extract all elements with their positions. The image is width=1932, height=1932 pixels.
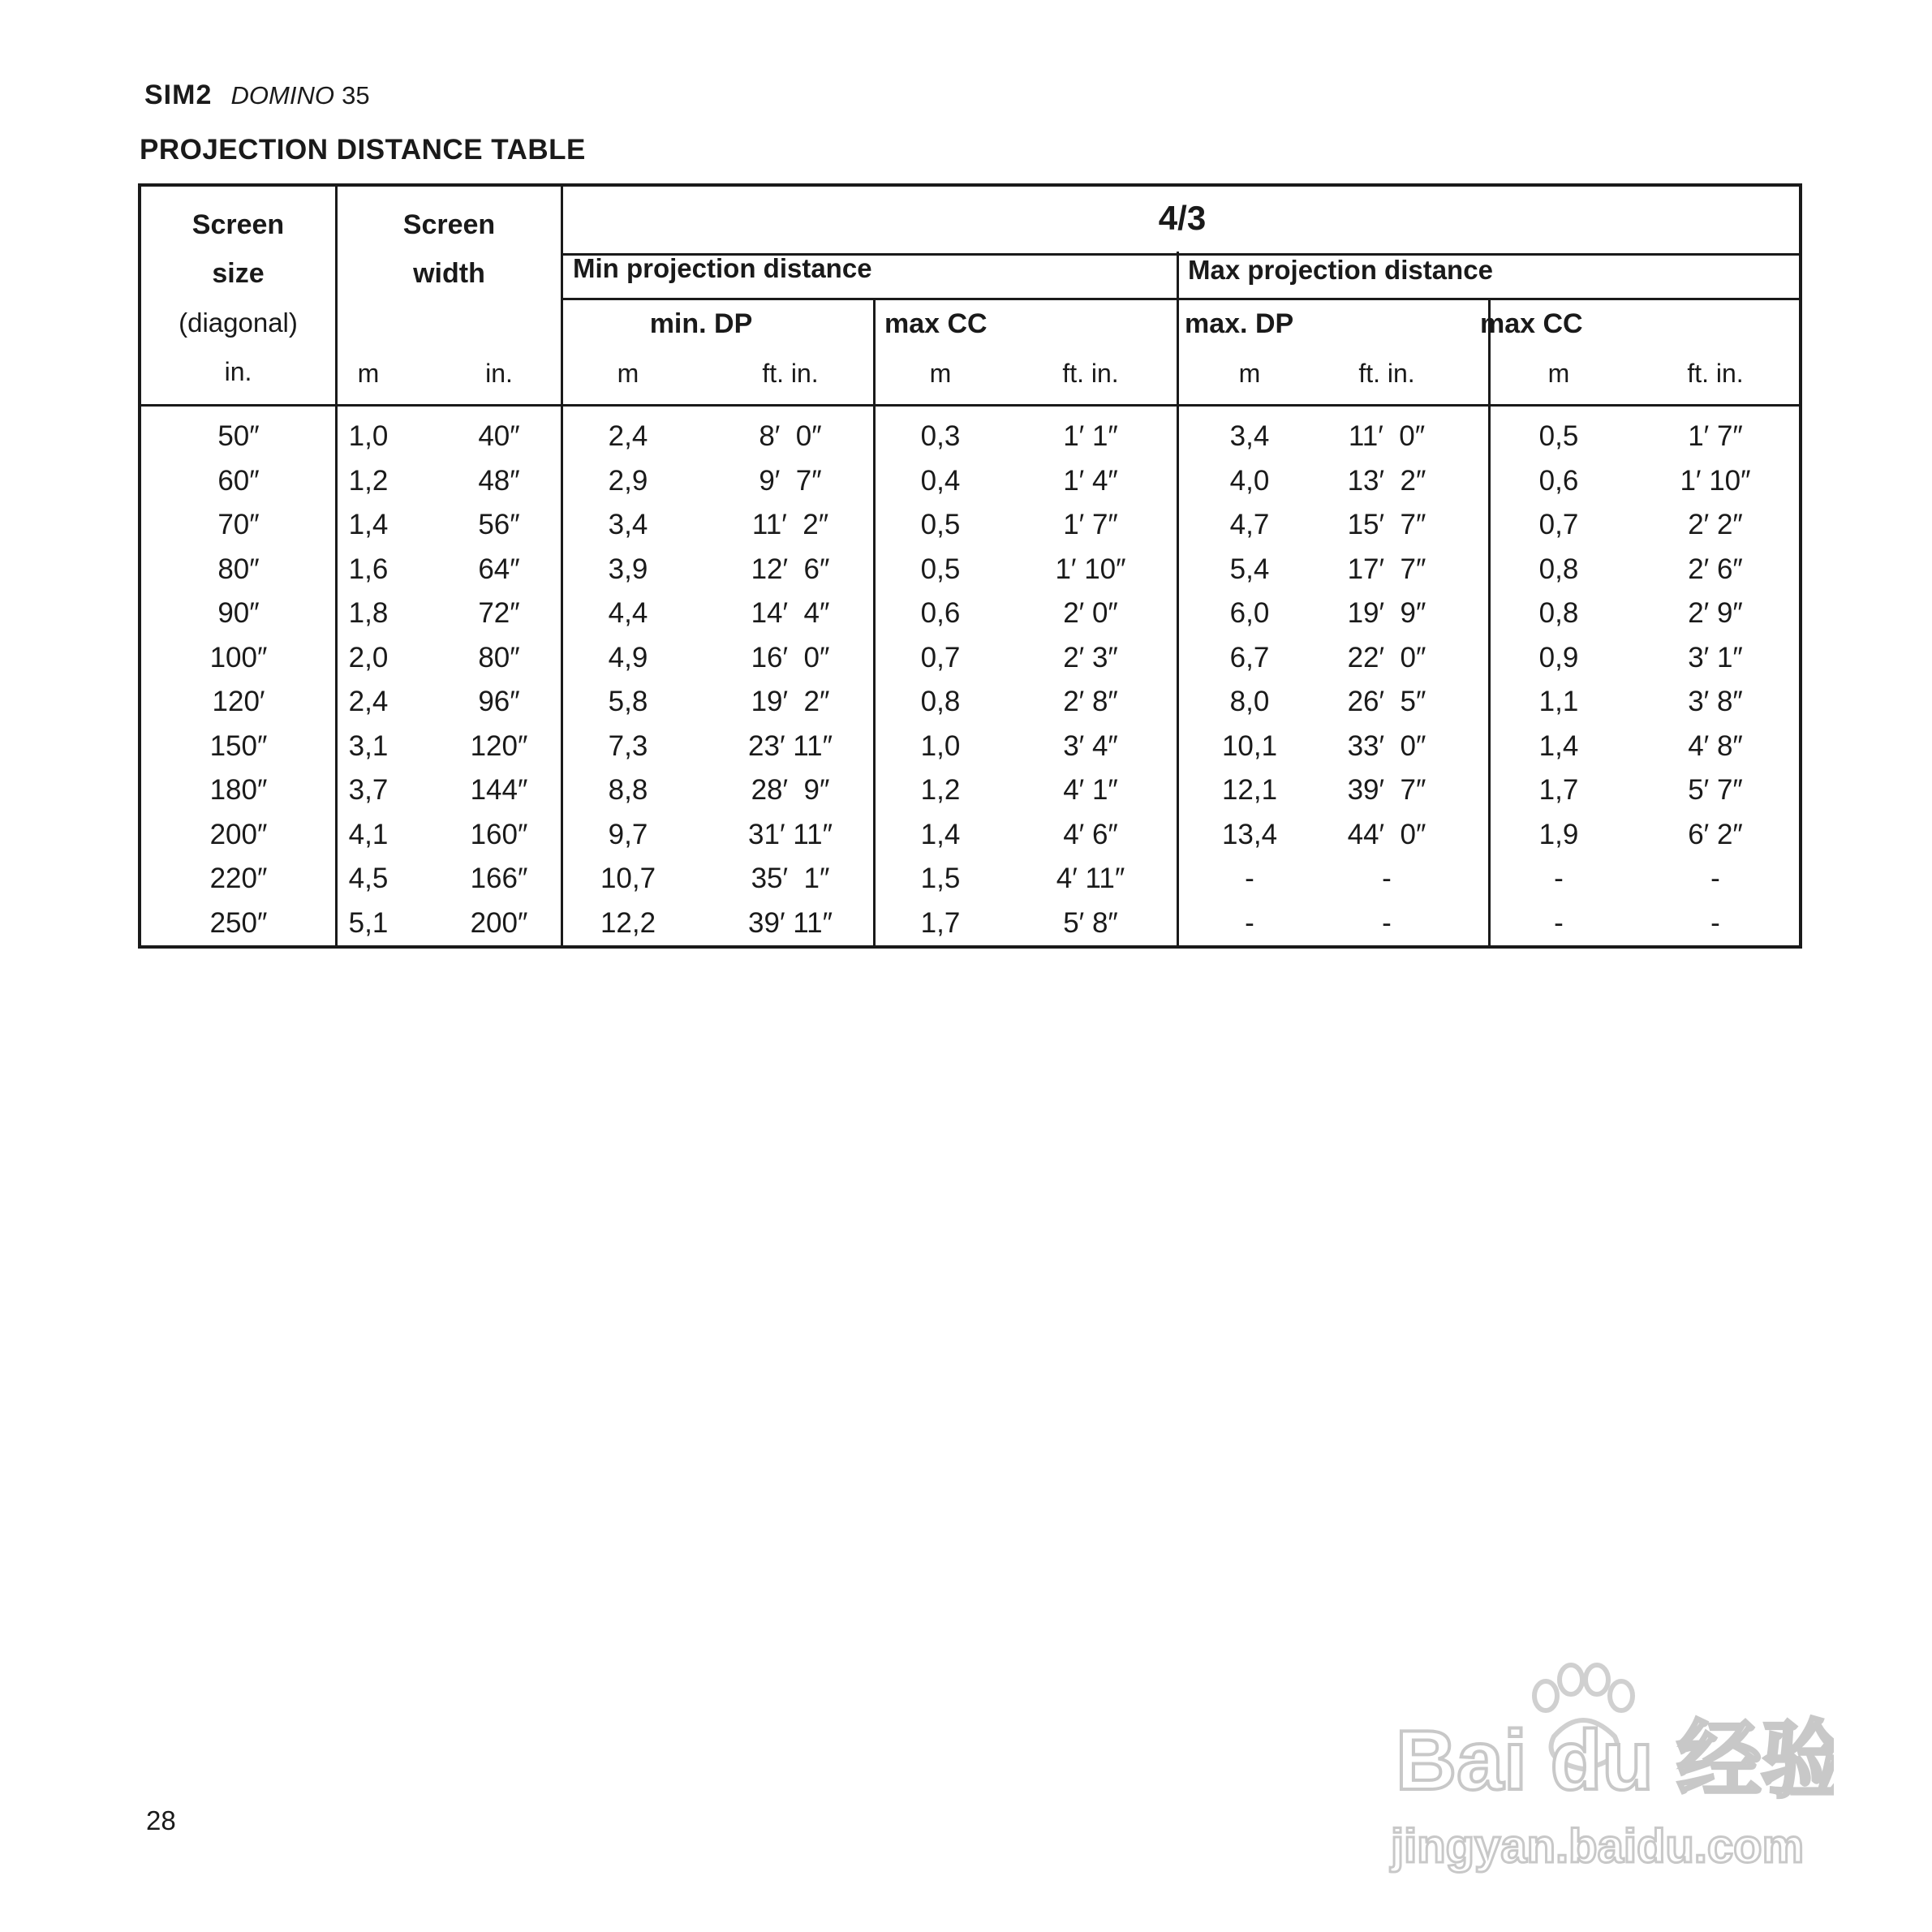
table-cell: 2′ 9″: [1688, 597, 1743, 629]
min-cc-heading: max CC: [884, 308, 988, 339]
table-cell: 2′ 2″: [1688, 509, 1743, 540]
model-name: DOMINO: [230, 81, 334, 110]
col-size-line1: Screen: [191, 209, 285, 240]
min-projection-heading: Min projection distance: [573, 253, 872, 283]
table-cell: -: [1710, 906, 1720, 939]
table-cell: 96″: [478, 686, 520, 717]
table-cell: -: [1245, 906, 1254, 939]
col-size-line2: size: [212, 258, 265, 289]
table-cell: -: [1554, 906, 1564, 939]
table-cell: 4′ 8″: [1688, 729, 1743, 762]
table-cell: 8,0: [1229, 686, 1270, 717]
table-cell: 150″: [209, 729, 268, 762]
table-cell: 40″: [478, 420, 520, 452]
col-width-line2: width: [413, 258, 485, 289]
table-cell: -: [1245, 863, 1254, 894]
table-cell: 2′ 0″: [1063, 597, 1118, 629]
table-cell: 48″: [478, 464, 520, 497]
table-cell: -: [1710, 863, 1720, 894]
table-cell: 15′ 7″: [1347, 509, 1426, 540]
table-cell: 33′ 0″: [1347, 729, 1426, 762]
table-cell: 35′ 1″: [751, 863, 830, 894]
table-cell: 0,5: [1538, 420, 1579, 452]
table-cell: 11′ 2″: [751, 509, 829, 540]
unit-label: ft. in.: [1358, 359, 1415, 388]
table-cell: 4,9: [608, 641, 648, 673]
unit-label: m: [929, 359, 952, 388]
table-cell: 5,8: [608, 686, 648, 717]
table-cell: 2′ 3″: [1063, 641, 1118, 673]
table-cell: 4′ 11″: [1056, 863, 1125, 894]
table-cell: 12,2: [600, 906, 656, 939]
table-cell: 39′ 7″: [1347, 774, 1426, 806]
table-cell: 1′ 7″: [1063, 509, 1118, 540]
table-cell: 2,4: [608, 420, 648, 452]
table-cell: 1,2: [920, 774, 961, 806]
table-cell: 1,4: [1538, 729, 1579, 762]
table-cell: 6′ 2″: [1688, 818, 1743, 850]
table-cell: 6,7: [1229, 641, 1270, 673]
table-cell: 56″: [478, 509, 520, 540]
model-number: 35: [342, 81, 370, 110]
table-cell: 0,8: [1538, 553, 1579, 585]
table-cell: 7,3: [608, 729, 648, 762]
table-cell: 0,4: [920, 464, 961, 497]
page-number: 28: [146, 1805, 176, 1835]
unit-label: ft. in.: [762, 359, 819, 388]
rule-header: [141, 404, 1799, 407]
unit-label: in.: [485, 359, 513, 388]
table-cell: 1′ 10″: [1055, 553, 1126, 585]
table-cell: 0,5: [920, 553, 961, 585]
max-cc-heading: max CC: [1480, 308, 1583, 339]
table-cell: 10,1: [1221, 729, 1278, 762]
table-cell: 4,5: [348, 863, 389, 894]
rule-group: [561, 298, 1799, 300]
table-cell: 100″: [209, 641, 268, 673]
table-cell: 250″: [209, 906, 268, 939]
table-cell: 10,7: [600, 863, 656, 894]
table-cell: 200″: [470, 906, 528, 939]
table-cell: 0,5: [920, 509, 961, 540]
table-cell: 3′ 8″: [1688, 686, 1743, 717]
unit-label: ft. in.: [1687, 359, 1744, 388]
table-cell: 12′ 6″: [751, 553, 830, 585]
table-cell: 5,4: [1229, 553, 1270, 585]
table-cell: 1,2: [348, 464, 389, 497]
table-cell: 44′ 0″: [1347, 818, 1426, 850]
table-cell: 50″: [217, 420, 260, 452]
table-cell: 0,3: [920, 420, 961, 452]
table-cell: 2,4: [348, 686, 389, 717]
table-cell: 22′ 0″: [1347, 641, 1426, 673]
table-cell: 8,8: [608, 774, 648, 806]
table-cell: 1′ 10″: [1680, 464, 1751, 497]
max-projection-heading: Max projection distance: [1188, 255, 1493, 285]
table-cell: 64″: [478, 553, 520, 585]
table-cell: 1,8: [348, 597, 389, 629]
table-cell: 23′ 11″: [748, 729, 833, 762]
table-cell: 1,6: [348, 553, 389, 585]
table-cell: 120″: [470, 729, 528, 762]
table-cell: 3,4: [1229, 420, 1270, 452]
table-cell: 72″: [478, 597, 520, 629]
max-dp-heading: max. DP: [1185, 308, 1294, 339]
table-cell: 90″: [217, 597, 260, 629]
table-cell: 120′: [212, 686, 265, 717]
paw-icon: [1379, 1647, 1834, 1874]
table-cell: 2,0: [348, 641, 389, 673]
watermark: [1379, 1647, 1834, 1874]
table-cell: 0,8: [920, 686, 961, 717]
table-cell: 19′ 2″: [751, 686, 830, 717]
table-cell: 3,9: [608, 553, 648, 585]
aspect-ratio-heading: 4/3: [1158, 199, 1207, 237]
table-cell: 9,7: [608, 818, 648, 850]
table-cell: 1,0: [348, 420, 389, 452]
col-size-unit: in.: [224, 357, 252, 386]
table-cell: 4,0: [1229, 464, 1270, 497]
table-cell: 4,7: [1229, 509, 1270, 540]
table-cell: -: [1554, 863, 1564, 894]
table-cell: 2′ 8″: [1063, 686, 1118, 717]
table-cell: 220″: [209, 863, 268, 894]
page-title: PROJECTION DISTANCE TABLE: [140, 134, 586, 166]
unit-label: ft. in.: [1062, 359, 1119, 388]
table-cell: 3,1: [348, 729, 389, 762]
table-cell: 3,4: [608, 509, 648, 540]
table-cell: 1,1: [1538, 686, 1579, 717]
table-cell: 14′ 4″: [751, 597, 830, 629]
table-cell: 160″: [470, 818, 528, 850]
brand-header: [144, 80, 370, 111]
col-width-line1: Screen: [402, 209, 496, 240]
table-cell: 0,8: [1538, 597, 1579, 629]
table-cell: 1,0: [920, 729, 961, 762]
table-cell: 5,1: [348, 906, 389, 939]
table-cell: 4′ 1″: [1063, 774, 1118, 806]
unit-label: m: [1547, 359, 1570, 388]
table-cell: -: [1382, 863, 1392, 894]
table-cell: 4′ 6″: [1063, 818, 1118, 850]
table-cell: 31′ 11″: [748, 818, 833, 850]
table-cell: 1,9: [1538, 818, 1579, 850]
unit-label: m: [617, 359, 639, 388]
table-cell: 1,5: [920, 863, 961, 894]
table-cell: 2,9: [608, 464, 648, 497]
table-cell: 0,7: [920, 641, 961, 673]
table-cell: 1,7: [920, 906, 961, 939]
table-cell: 3′ 1″: [1688, 641, 1743, 673]
table-cell: 1,4: [348, 509, 389, 540]
table-cell: 0,6: [920, 597, 961, 629]
watermark-brand: Bai du 经验: [1396, 1714, 1834, 1808]
table-cell: 1,7: [1538, 774, 1579, 806]
table-cell: 8′ 0″: [759, 420, 822, 452]
unit-label: m: [357, 359, 380, 388]
table-cell: 13′ 2″: [1347, 464, 1426, 497]
projection-distance-table: [138, 183, 1802, 949]
table-cell: 80″: [217, 553, 260, 585]
unit-label: m: [1238, 359, 1261, 388]
table-cell: 1′ 1″: [1063, 420, 1118, 452]
table-cell: 11′ 0″: [1348, 420, 1426, 452]
table-cell: 0,6: [1538, 464, 1579, 497]
table-cell: 39′ 11″: [748, 906, 833, 939]
table-cell: 60″: [217, 464, 260, 497]
table-cell: 0,9: [1538, 641, 1579, 673]
table-cell: 70″: [217, 509, 260, 540]
table-cell: 28′ 9″: [751, 774, 830, 806]
table-cell: 200″: [209, 818, 268, 850]
table-cell: 9′ 7″: [759, 464, 822, 497]
watermark-url: jingyan.baidu.com: [1391, 1820, 1805, 1873]
table-cell: 17′ 7″: [1347, 553, 1426, 585]
table-cell: 12,1: [1221, 774, 1278, 806]
table-cell: 1,4: [920, 818, 961, 850]
table-cell: 26′ 5″: [1347, 686, 1426, 717]
table-cell: 144″: [470, 774, 528, 806]
col-size-line3: (diagonal): [179, 308, 298, 338]
table-cell: 0,7: [1538, 509, 1579, 540]
table-cell: 3′ 4″: [1063, 729, 1118, 762]
table-cell: 5′ 8″: [1063, 906, 1118, 939]
table-cell: 16′ 0″: [751, 641, 830, 673]
table-cell: 1′ 7″: [1688, 420, 1743, 452]
table-cell: 1′ 4″: [1063, 464, 1118, 497]
table-cell: 4,1: [348, 818, 389, 850]
table-cell: 3,7: [348, 774, 389, 806]
min-dp-heading: min. DP: [649, 308, 753, 339]
table-cell: 13,4: [1221, 818, 1278, 850]
table-cell: 166″: [470, 863, 528, 894]
table-cell: 180″: [209, 774, 268, 806]
table-cell: 6,0: [1229, 597, 1270, 629]
table-cell: 19′ 9″: [1347, 597, 1426, 629]
table-cell: -: [1382, 906, 1392, 939]
table-cell: 4,4: [608, 597, 648, 629]
table-cell: 5′ 7″: [1688, 774, 1743, 806]
brand-name: SIM2: [144, 80, 213, 110]
table-cell: 80″: [478, 641, 520, 673]
table-cell: 2′ 6″: [1688, 553, 1743, 585]
